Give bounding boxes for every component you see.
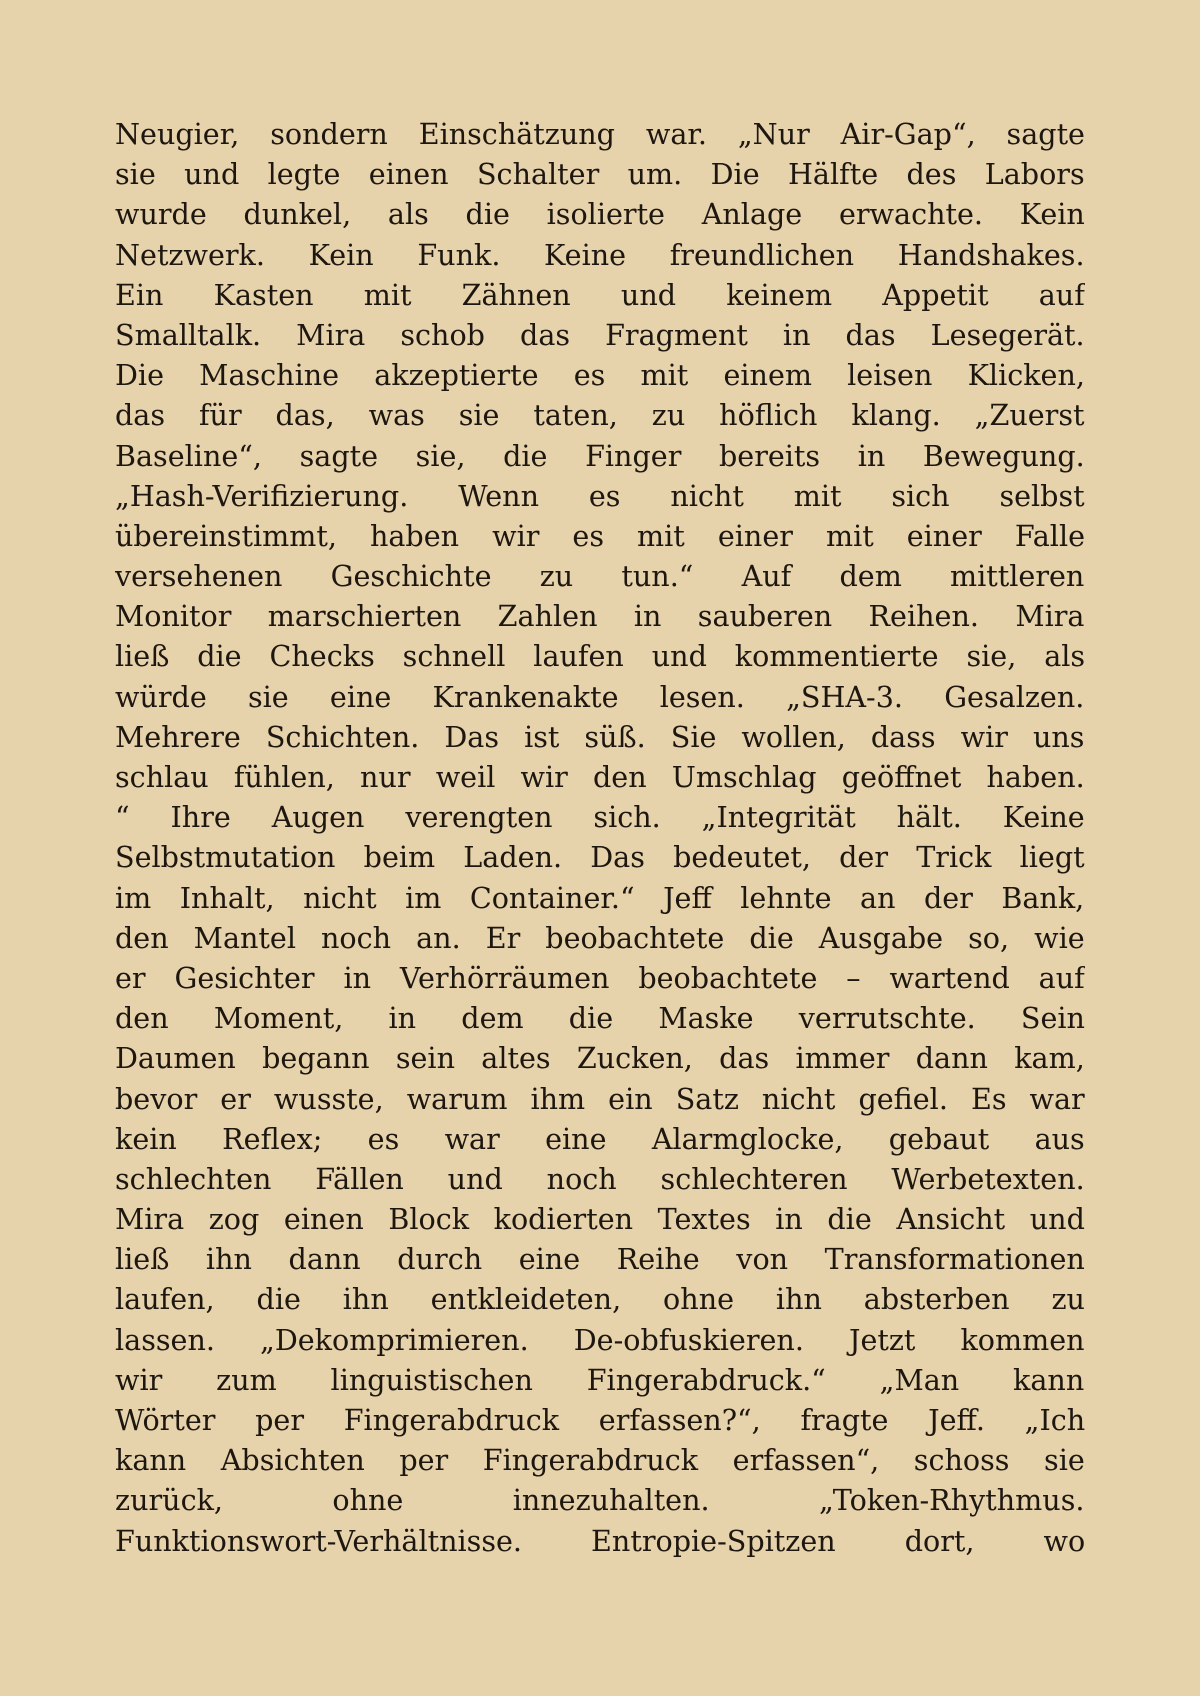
text-line: laufen, die ihn entkleideten, ohne ihn absterben zu	[115, 1282, 1085, 1317]
text-line: Mira zog einen Block kodierten Textes in die Ansicht und	[115, 1202, 1085, 1237]
text-line: im Inhalt, nicht im Container.“ Jeff lehnte an der Bank,	[115, 880, 1085, 915]
text-line: Die Maschine akzeptierte es mit einem leisen Klicken,	[115, 358, 1085, 393]
text-line: sie und legte einen Schalter um. Die Hälfte des Labors	[115, 157, 1085, 192]
text-line: übereinstimmt, haben wir es mit einer mit einer Falle	[115, 518, 1085, 553]
text-line: den Moment, in dem die Maske verrutschte. Sein	[115, 1001, 1085, 1036]
text-line: wir zum linguistischen Fingerabdruck.“ „Man kann	[115, 1362, 1085, 1397]
text-line: wurde dunkel, als die isolierte Anlage erwachte. Kein	[115, 197, 1085, 232]
text-line: Smalltalk. Mira schob das Fragment in das Lesegerät.	[115, 317, 1085, 352]
text-line: bevor er wusste, warum ihm ein Satz nicht gefiel. Es war	[115, 1081, 1085, 1116]
text-line: er Gesichter in Verhörräumen beobachtete – wartend auf	[115, 960, 1085, 995]
text-line: ließ ihn dann durch eine Reihe von Transformationen	[115, 1242, 1085, 1277]
body-text	[115, 114, 1085, 1561]
text-line: ließ die Checks schnell laufen und kommentierte sie, als	[115, 639, 1085, 674]
text-line: Netzwerk. Kein Funk. Keine freundlichen Handshakes.	[115, 237, 1085, 272]
text-line: Neugier, sondern Einschätzung war. „Nur Air-Gap“, sagte	[115, 117, 1085, 151]
text-line: versehenen Geschichte zu tun.“ Auf dem mittleren	[115, 559, 1085, 594]
text-line: Selbstmutation beim Laden. Das bedeutet, der Trick liegt	[115, 840, 1085, 875]
text-line: Funktionswort-Verhältnisse. Entropie-Spitzen dort, wo	[115, 1523, 1085, 1558]
text-line: Ein Kasten mit Zähnen und keinem Appetit auf	[115, 277, 1085, 312]
text-line: schlechten Fällen und noch schlechteren Werbetexten.	[115, 1161, 1085, 1196]
text-line: Baseline“, sagte sie, die Finger bereits in Bewegung.	[115, 438, 1085, 473]
text-line: Monitor marschierten Zahlen in sauberen Reihen. Mira	[115, 599, 1085, 634]
text-line: schlau fühlen, nur weil wir den Umschlag geöffnet haben.	[115, 760, 1085, 794]
text-line: kein Reflex; es war eine Alarmglocke, gebaut aus	[115, 1121, 1085, 1156]
text-line: Wörter per Fingerabdruck erfassen?“, fragte Jeff. „Ich	[115, 1403, 1085, 1437]
text-line: “ Ihre Augen verengten sich. „Integrität hält. Keine	[115, 800, 1085, 835]
text-line: Daumen begann sein altes Zucken, das immer dann kam,	[115, 1041, 1085, 1076]
text-line: „Hash-Verifizierung. Wenn es nicht mit sich selbst	[115, 478, 1085, 513]
text-line: zurück, ohne innezuhalten. „Token-Rhythmus.	[115, 1483, 1085, 1518]
text-line: Mehrere Schichten. Das ist süß. Sie wollen, dass wir uns	[115, 719, 1085, 754]
text-line: lassen. „Dekomprimieren. De-obfuskieren. Jetzt kommen	[115, 1322, 1085, 1357]
text-line: den Mantel noch an. Er beobachtete die Ausgabe so, wie	[115, 920, 1085, 955]
text-line: kann Absichten per Fingerabdruck erfassen“, schoss sie	[115, 1443, 1085, 1478]
text-line: würde sie eine Krankenakte lesen. „SHA-3. Gesalzen.	[115, 679, 1085, 714]
text-line: das für das, was sie taten, zu höflich klang. „Zuerst	[115, 398, 1085, 433]
